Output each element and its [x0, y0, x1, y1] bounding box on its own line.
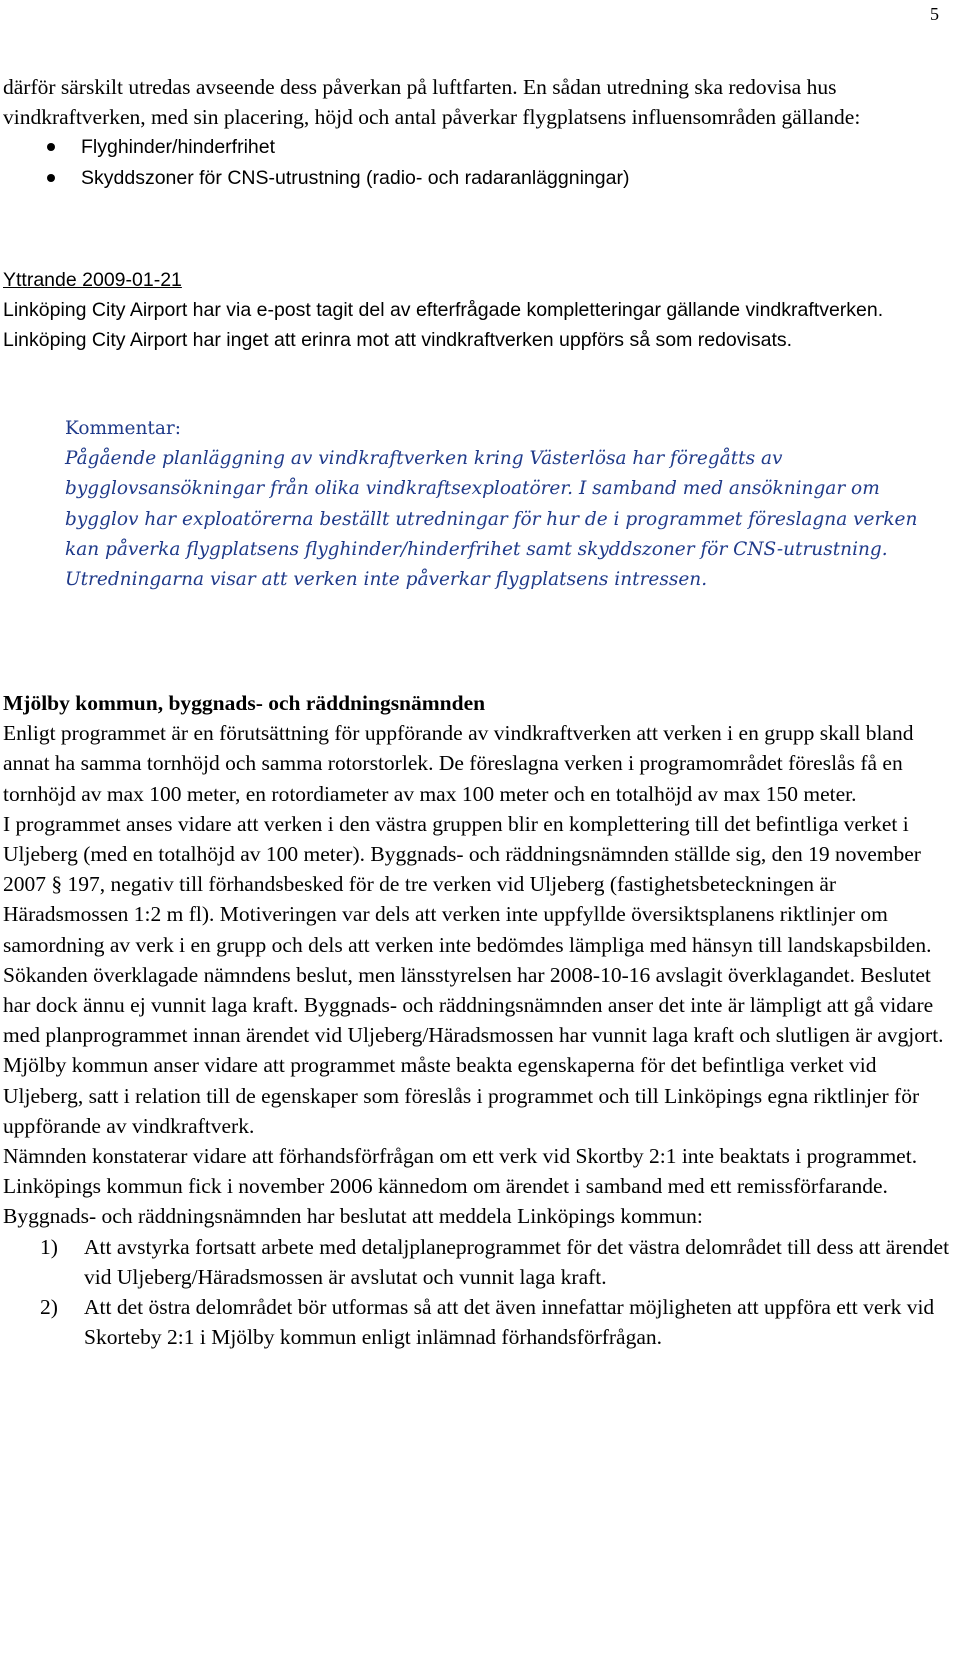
decision-item	[3, 1232, 953, 1292]
mjolby-paragraph-3: Nämnden konstaterar vidare att förhandsförfrågan om ett verk vid Skortby 2:1 inte beaktats i programmet. Linköpings kommun fick i november 2006 kännedom om ärendet i samband med ett remissförfarande.	[3, 1144, 918, 1199]
bullet-list	[3, 132, 953, 192]
comment-label: Kommentar:	[65, 418, 181, 439]
mjolby-section	[3, 688, 953, 1352]
statement-section	[3, 265, 953, 356]
bullet-item	[3, 132, 953, 162]
mjolby-paragraph-2: I programmet anses vidare att verken i den västra gruppen blir en komplettering till det befintliga verket i Uljeberg (med en totalhöjd av 100 meter). Byggnads- och räddningsnämnden ställde sig, den 19 november 2007 § 197, negativ till förhandsbesked för de tre verken vid Uljeberg (fastighetsbeteckningen är Häradsmossen 1:2 m fl). Motiveringen var dels att verken inte uppfyllde översiktsplanens riktlinjer om samordning av verk i en grupp och dels att verken inte bedömdes lämpliga med hänsyn till landskapsbilden. Sökanden överklagade nämndens beslut, men länsstyrelsen har 2008-10-16 avslagit överklagandet. Beslutet har dock ännu ej vunnit laga kraft. Byggnads- och räddningsnämnden anser det inte är lämpligt att gå vidare med planprogrammet innan ärendet vid Uljeberg/Häradsmossen har vunnit laga kraft och slutligen är avgjort. Mjölby kommun anser vidare att programmet måste beakta egenskaperna för det befintliga verket vid Uljeberg, satt i relation till de egenskaper som föreslås i programmet och till Linköpings egna riktlinjer för uppförande av vindkraftverk.	[3, 811, 944, 1138]
decision-number: 2)	[40, 1295, 58, 1320]
page-number: 5	[930, 4, 939, 24]
decision-list	[3, 1232, 953, 1353]
decision-item	[3, 1292, 953, 1352]
comment-section	[65, 414, 955, 595]
section-heading: Mjölby kommun, byggnads- och räddningsnämnden	[3, 691, 486, 715]
intro-paragraph: därför särskilt utredas avseende dess påverkan på luftfarten. En sådan utredning ska redovisa hus vindkraftverken, med sin placering, höjd och antal påverkar flygplatsens influensområden gällande:	[3, 75, 861, 130]
mjolby-paragraph-1: Enligt programmet är en förutsättning för uppförande av vindkraftverken att verken i en grupp skall bland annat ha samma tornhöjd och samma rotorstorlek. De föreslagna verken i programområdet föreslås få en tornhöjd av max 100 meter, en rotordiameter av max 100 meter och en totalhöjd av max 150 meter.	[3, 721, 914, 806]
bullet-text: Flyghinder/hinderfrihet	[81, 136, 276, 159]
decision-text: Att avstyrka fortsatt arbete med detaljplaneprogrammet för det västra delområdet till dess att ärendet vid Uljeberg/Häradsmossen är avslutat och vunnit laga kraft.	[84, 1234, 950, 1289]
intro-section	[3, 72, 953, 193]
statement-heading: Yttrande 2009-01-21	[3, 269, 182, 291]
decision-number: 1)	[40, 1234, 58, 1259]
bullet-text: Skyddszoner för CNS-utrustning (radio- och radaranläggningar)	[81, 166, 630, 189]
decision-text: Att det östra delområdet bör utformas så att det även innefattar möjligheten att uppföra ett verk vid Skorteby 2:1 i Mjölby kommun enligt inlämnad förhandsförfrågan.	[84, 1295, 935, 1350]
mjolby-paragraph-4: Byggnads- och räddningsnämnden har beslutat att meddela Linköpings kommun:	[3, 1204, 703, 1229]
statement-text: Linköping City Airport har via e-post tagit del av efterfrågade kompletteringar gällande vindkraftverken. Linköping City Airport har inget att erinra mot att vindkraftverken uppförs så som redovisats.	[3, 299, 884, 352]
comment-text: Pågående planläggning av vindkraftverken kring Västerlösa har föregåtts av bygglovsansökningar från olika vindkraftsexploatörer. I samband med ansökningar om bygglov har exploatörerna beställt utredningar för hur de i programmet föreslagna verken kan påverka flygplatsens flyghinder/hinderfrihet samt skyddszoner för CNS-utrustning. Utredningarna visar att verken inte påverkar flygplatsens intressen.	[65, 448, 918, 591]
bullet-item	[3, 163, 953, 193]
